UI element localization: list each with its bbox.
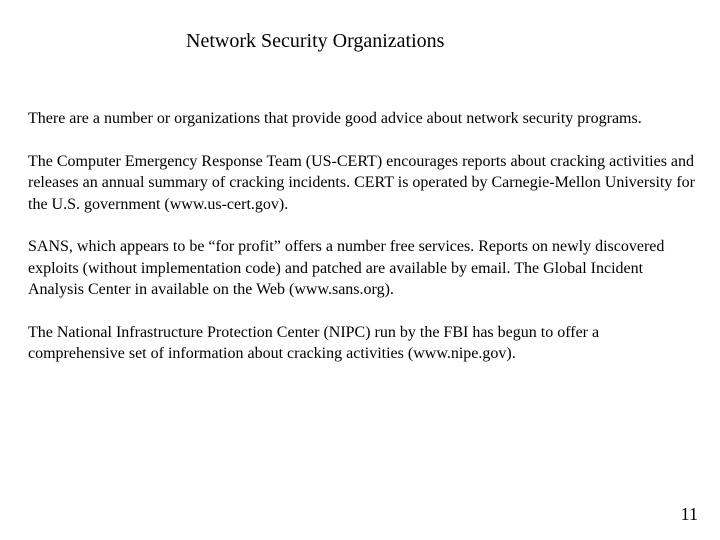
paragraph-nipc: The National Infrastructure Protection Center (NIPC) run by the FBI has begun to offer a comprehensive set of information about cracking activities (www.nipe.gov). [28, 323, 600, 362]
slide-title: Network Security Organizations [186, 30, 445, 52]
slide-body [28, 108, 698, 386]
paragraph-us-cert: The Computer Emergency Response Team (US-CERT) encourages reports about cracking activities and releases an annual summary of cracking incidents. CERT is operated by Carnegie-Mellon University for the U.S. government (www.us-cert.gov). [28, 152, 695, 213]
page-number: 11 [680, 504, 698, 524]
paragraph-sans: SANS, which appears to be “for profit” offers a number free services. Reports on newly discovered exploits (without implementation code) and patched are available by email. The Global Incident Analysis Center in available on the Web (www.sans.org). [28, 238, 665, 298]
paragraph-intro: There are a number or organizations that provide good advice about network security programs. [28, 110, 642, 127]
